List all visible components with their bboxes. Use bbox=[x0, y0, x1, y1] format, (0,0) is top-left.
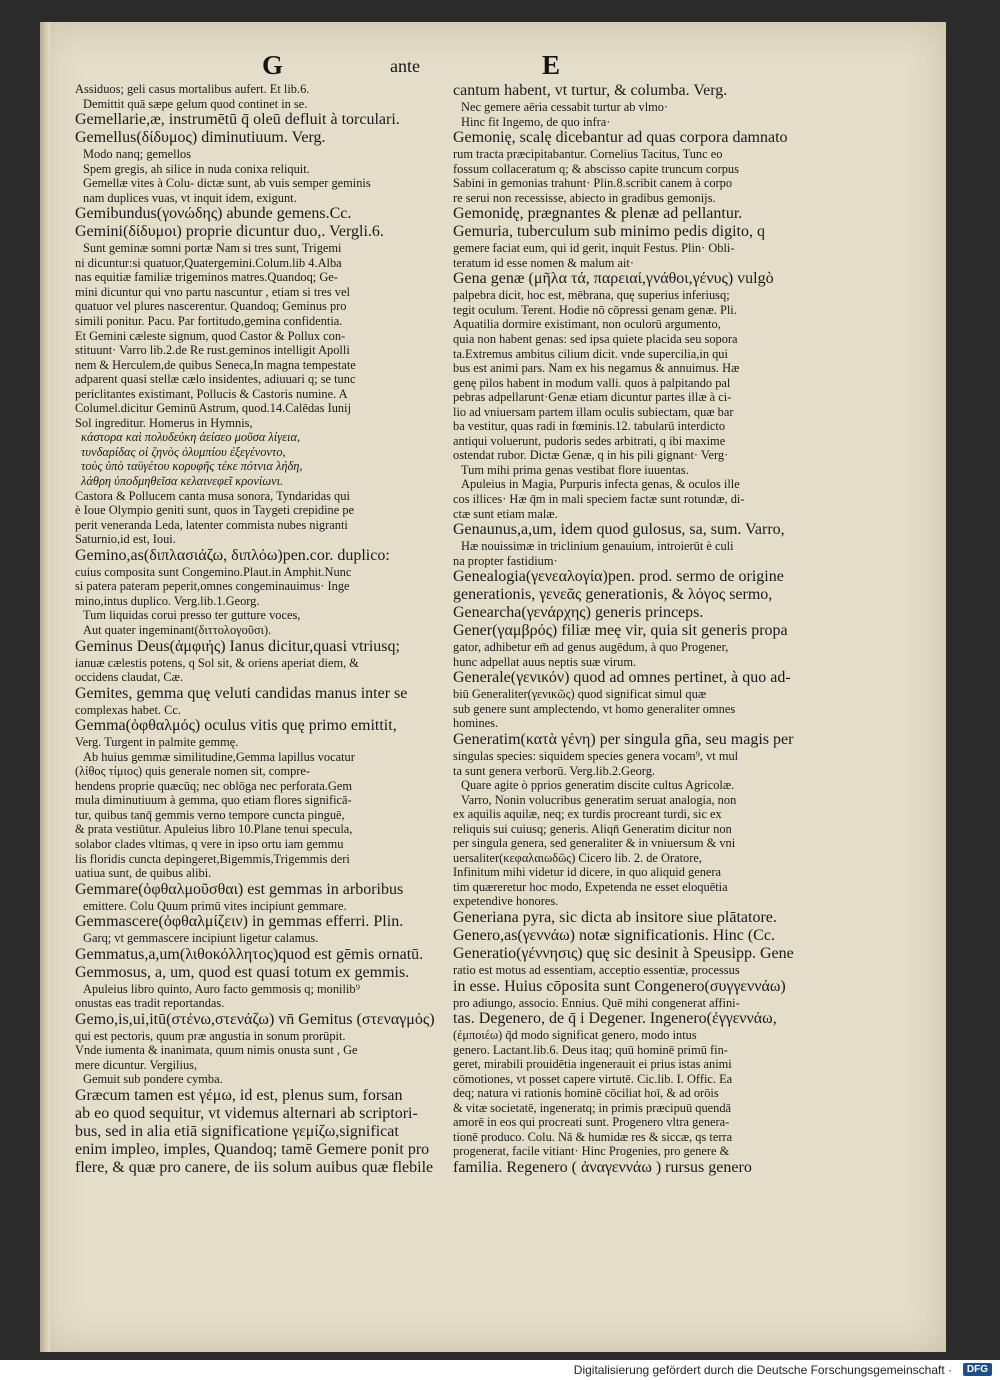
text-line: amorē in eos qui procreati sunt. Progenero vltra genera- bbox=[453, 1115, 730, 1130]
text-line: Sabini in gemonias trahunt· Plin.8.scribit canem à corpo bbox=[453, 176, 733, 191]
text-line: Varro, Nonin volucribus generatim seruat analogia, non bbox=[461, 792, 737, 807]
page-binding-shadow bbox=[40, 22, 50, 1352]
text-line: quia non habent genas: sed ipsa quiete placida seu sopora bbox=[453, 332, 738, 347]
entry-headword-line: Gemmascere(ὀφθαλμίζειν) in gemmas efferri. Plin. bbox=[75, 913, 404, 931]
text-line: Gemellæ vites à Colu- dictæ sunt, ab vuis semper geminis bbox=[83, 176, 371, 191]
text-line: Hæ nouissimæ in triclinium genauium, introierūt è culi bbox=[461, 539, 734, 554]
text-line: simili ponitur. Pacu. Par fortitudo,gemina confidentia. bbox=[75, 314, 343, 329]
text-line: quatuor vel plures nascerentur. Quandoq; Geminus pro bbox=[75, 299, 347, 314]
text-line: Tum liquidas corui presso ter gutture voces, bbox=[83, 608, 301, 623]
text-line: gator, adhibetur em̄ ad genus augēdum, à quo Progener, bbox=[453, 640, 729, 655]
text-line: stituunt· Varro lib.2.de Re rust.geminos intelligit Apolli bbox=[75, 343, 350, 358]
text-line: ta.Extremus ambitus cilium dicit. vnde supercilia,in qui bbox=[453, 346, 728, 361]
text-line: geret, mirabili prouidētia ingenerauit ei prius istas animi bbox=[453, 1057, 732, 1072]
entry-headword-line: Gener(γαμβρός) filiæ meę vir, quia sit generis propa bbox=[453, 622, 788, 640]
text-line: uersaliter(κεφαλαιωδῶς) Cicero lib. 2. de Oratore, bbox=[453, 850, 702, 865]
text-line: reliquis sui cuiusq; generis. Aliqn̄ Generatim dicitur non bbox=[453, 821, 732, 836]
text-line: bus est animi pars. Nam ex his negamus & annuimus. Hæ bbox=[453, 361, 740, 376]
text-line: Modo nanq; gemellos bbox=[83, 147, 192, 162]
entry-headword-line: Gemuria, tuberculum sub minimo pedis digito, q bbox=[453, 223, 765, 241]
text-line: perit veneranda Leda, latenter commista nubes nigranti bbox=[75, 517, 348, 532]
text-line: gemere faciat eum, qui id gerit, inquit Festus. Plin· Obli- bbox=[453, 241, 735, 256]
text-line: tim quæreretur hoc modo, Expetenda ne esset eloquētia bbox=[453, 879, 728, 894]
entry-headword-line: Gemmare(ὀφθαλμοῦσθαι) est gemmas in arboribus bbox=[75, 880, 404, 898]
entry-headword-line: Genearcha(γενάρχης) generis princeps. bbox=[453, 604, 704, 622]
text-line: ni dicuntur:si quatuor,Quatergemini.Colum.lib 4.Alba bbox=[75, 255, 342, 270]
text-line: solabor clades vltimas, q vere in ipso ortu iam gemmu bbox=[75, 836, 344, 851]
text-line: ctæ sunt etiam malæ. bbox=[453, 506, 558, 521]
entry-headword-line: Gemibundus(γονώδης) abunde gemens.Cc. bbox=[75, 205, 352, 223]
text-line: Quare agite ò pprios generatim discite cultus Agricolæ. bbox=[461, 778, 735, 793]
entry-headword-line: flere, & quæ pro canere, de iis solum auibus quæ flebile bbox=[75, 1158, 434, 1176]
text-line: rum tracta præcipitabantur. Cornelius Tacitus, Tunc eo bbox=[453, 147, 723, 162]
text-line: mula diminutiuum à gemma, quo etiam flores significā- bbox=[75, 793, 352, 808]
text-line: Demittit quā sæpe gelum quod continet in se. bbox=[83, 96, 308, 111]
entry-headword-line: familia. Regenero ( ἀναγεννάω ) rursus genero bbox=[453, 1158, 752, 1176]
text-line: mino,intus duplico. Verg.lib.1.Georg. bbox=[75, 593, 260, 608]
text-line: deq; natura vi rationis hominē cōciliat hoī, & ad orōis bbox=[453, 1086, 719, 1101]
left-column bbox=[75, 82, 447, 1177]
text-line: è Ioue Olympio geniti sunt, quos in Taygeti crepidine pe bbox=[75, 503, 355, 518]
entry-headword-line: Gemmatus,a,um(λιθοκόλλητος)quod est gēmis ornatū. bbox=[75, 945, 424, 963]
text-line: Assiduos; geli casus mortalibus aufert. Et lib.6. bbox=[75, 82, 310, 96]
text-line: periclitantes existimant, Pollucis & Castoris numine. A bbox=[75, 386, 348, 401]
entry-headword-line: Generatio(γέννησις) quę sic desinit à Speusipp. Gene bbox=[453, 944, 794, 962]
text-line: nam duplices vuas, vt inquit idem, exigunt. bbox=[83, 190, 297, 205]
entry-headword-line: Gemini(δίδυμοι) proprie dicuntur duo,. Vergli.6. bbox=[75, 223, 384, 241]
text-line: tur, quibus tanq̄ gemmis verno tempore cuncta pinguē, bbox=[75, 807, 345, 822]
text-line: ba vestitur, quas radi in fœminis.12. tabularū interdicto bbox=[453, 419, 726, 434]
entry-headword-line: Gena genæ (μῆλα τά, παρειαί,γνάθοι,γένυς) vulgò bbox=[453, 270, 774, 288]
text-line: Sol ingreditur. Homerus in Hymnis, bbox=[75, 415, 253, 430]
text-line: uatiua sunt, de quibus alibi. bbox=[75, 866, 212, 881]
text-line: onustas eas tradit reportandas. bbox=[75, 996, 225, 1011]
text-line: pro adiungo, associo. Ennius. Quē mihi congenerat affini- bbox=[453, 995, 740, 1010]
entry-headword-line: Generatim(κατὰ γένη) per singula gn̄a, seu magis per bbox=[453, 730, 794, 748]
text-line: τυνδαρίδας οἱ ζηνὸς ὀλυμπίου ἐξεγένοντο, bbox=[81, 444, 286, 459]
entry-headword-line: bus, sed in alia etiā significatione γεμίζω,significat bbox=[75, 1122, 399, 1140]
entry-headword-line: ab eo quod sequitur, vt videmus alternari ab scriptori- bbox=[75, 1104, 418, 1122]
text-line: cōmotiones, vt posset capere virtutē. Cic.lib. I. Offic. Ea bbox=[453, 1071, 733, 1086]
text-line: complexas habet. Cc. bbox=[75, 702, 181, 717]
text-line: na propter fastidium· bbox=[453, 553, 558, 568]
text-line: tegit oculum. Terent. Hodie nō cōpressi genam genæ. Pli. bbox=[453, 302, 737, 317]
text-line: pebras adpellarunt·Genæ etiam dicuntur partes illæ à ci- bbox=[453, 390, 732, 405]
text-line: genę pilos habent in modum valli. quos à palpitando pal bbox=[453, 375, 731, 390]
text-line: si patera pateram peperit,omnes congeminauimus· Inge bbox=[75, 579, 350, 594]
text-line: cuius composita sunt Congemino.Plaut.in Amphit.Nunc bbox=[75, 564, 352, 579]
entry-headword-line: enim impleo, imples, Quandoq; tamē Gemere ponit pro bbox=[75, 1140, 430, 1158]
text-line: Et Gemini cæleste signum, quod Castor & Pollux con- bbox=[75, 328, 346, 343]
text-line: hendens proprie quæcūq; nec oblōga nec perforata.Gem bbox=[75, 778, 352, 793]
text-line: Apuleius libro quinto, Auro facto gemmosis q; monilib⁹ bbox=[83, 981, 360, 996]
text-line: lio ad vniuersam partem illam oculis subiectam, quæ bar bbox=[453, 404, 734, 419]
text-line: Castora & Pollucem canta musa sonora, Tyndaridas qui bbox=[75, 488, 350, 503]
entry-headword-line: Genaunus,a,um, idem quod gulosus, sa, sum. Varro, bbox=[453, 521, 785, 539]
entry-headword-line: cantum habent, vt turtur, & columba. Verg. bbox=[453, 82, 728, 99]
text-line: Sunt geminæ somni portæ Nam si tres sunt, Trigemi bbox=[83, 241, 342, 256]
text-line: ta sunt genera verborū. Verg.lib.2.Georg. bbox=[453, 763, 655, 778]
text-line: Aut quater ingeminant(διττολογοῦσι). bbox=[83, 622, 272, 637]
entry-headword-line: Gemo,is,ui,itū(στένω,στενάζω) vn̄ Gemitus (στεναγμός) bbox=[75, 1010, 435, 1028]
entry-headword-line: Generale(γενικόν) quod ad omnes pertinet, à quo ad- bbox=[453, 669, 791, 687]
footer-bar bbox=[0, 1360, 1000, 1380]
right-column bbox=[453, 82, 833, 1177]
text-line: mere dicuntur. Vergilius, bbox=[75, 1057, 198, 1072]
entry-headword-line: Gemma(ὀφθαλμός) oculus vitis quę primo emittit, bbox=[75, 717, 397, 735]
dfg-logo: DFG bbox=[963, 1363, 992, 1376]
text-line: & vitæ societatē, ingeneratq; in primis præcipuū quendā bbox=[453, 1100, 732, 1115]
entry-headword-line: Gemino,as(διπλασιάζω, διπλόω)pen.cor. duplico: bbox=[75, 546, 390, 564]
text-line: nas equitiæ familiæ trigeminos matres.Quandoq; Ge- bbox=[75, 270, 338, 285]
header-letter-right: E bbox=[542, 50, 561, 80]
text-line: genero. Lactant.lib.6. Deus itaq; quū hominē primū fin- bbox=[453, 1042, 728, 1057]
text-line: ianuæ cælestis potens, q Sol sit, & oriens aperiat diem, & bbox=[75, 655, 359, 670]
text-line: teratum id esse nomen & malum ait· bbox=[453, 255, 634, 270]
text-line: κάστορα καὶ πολυδεύκη ἀείσεο μοῦσα λίγεια, bbox=[81, 430, 301, 445]
text-line: cos illices· Hæ q̄m in mali speciem factæ sunt rotundæ, di- bbox=[453, 492, 745, 507]
text-line: λάθρη ὑποδμηθεῖσα κελαινεφεῖ κρονίωνι. bbox=[81, 474, 284, 489]
text-line: tionē produco. Colu. Nā & humidæ res & siccæ, qs terra bbox=[453, 1129, 733, 1144]
header-letter-left: G bbox=[262, 50, 284, 80]
text-line: Aquatilia dormire existimant, non oculorū argumento, bbox=[453, 317, 721, 332]
text-line: Verg. Turgent in palmite gemmę. bbox=[75, 735, 239, 750]
entry-headword-line: Gemmosus, a, um, quod est quasi totum ex gemmis. bbox=[75, 963, 410, 981]
text-line: expetendive honores. bbox=[453, 894, 559, 909]
text-line: (ἐμποιέω) q̄d modo significat genero, modo intus bbox=[453, 1028, 697, 1043]
text-line: homines. bbox=[453, 716, 499, 731]
text-line: re serui non recessisse, abiecto in gradibus gemonijs. bbox=[453, 190, 716, 205]
text-line: Hinc fit Ingemo, de quo infra· bbox=[461, 114, 611, 129]
entry-headword-line: generationis, γενεᾶς generationis, & λόγος sermo, bbox=[453, 586, 773, 604]
text-line: Apuleius in Magia, Purpuris infecta genas, & oculos ille bbox=[461, 477, 740, 492]
text-line: biū Generaliter(γενικῶς) quod significat simul quæ bbox=[453, 687, 707, 702]
entry-headword-line: Gemonidę, prægnantes & plenæ ad pellantur. bbox=[453, 205, 743, 223]
entry-headword-line: Gemellarie,æ, instrumētū q̄ oleū defluit à torculari. bbox=[75, 111, 400, 129]
entry-headword-line: Gemonię, scalę dicebantur ad quas corpora damnato bbox=[453, 129, 788, 147]
text-line: & prata vestiūtur. Apuleius libro 10.Plane tenui specula, bbox=[75, 822, 353, 837]
text-line: mini dicuntur qui vno partu nascuntur , etiam si tres vel bbox=[75, 284, 350, 299]
text-line: qui est pectoris, quum præ angustia in sonum prorūpit. bbox=[75, 1028, 346, 1043]
text-line: Columel.dicitur Geminū Astrum, quod.14.Calēdas Iunij bbox=[75, 401, 352, 416]
text-line: occidens claudat, Cæ. bbox=[75, 670, 184, 685]
text-line: ostendat rubor. Dictæ Genæ, q in his pili gignant· Verg· bbox=[453, 448, 729, 463]
text-line: Ab huius gemmæ similitudine,Gemma lapillus vocatur bbox=[83, 749, 355, 764]
entry-headword-line: Genealogia(γενεαλογία)pen. prod. sermo de origine bbox=[453, 568, 784, 586]
text-line: sub genere sunt amplectendo, vt homo generaliter omnes bbox=[453, 701, 736, 716]
text-line: nem & Herculem,de quibus Seneca,In magna tempestate bbox=[75, 357, 356, 372]
text-line: Infinitum mihi videtur id dicere, in quo aliquid genera bbox=[453, 865, 722, 880]
text-line: Saturnio,id est, Ioui. bbox=[75, 532, 176, 547]
entry-headword-line: Gemellus(δίδυμος) diminutiuum. Verg. bbox=[75, 129, 326, 147]
entry-headword-line: Græcum tamen est γέμω, id est, plenus sum, forsan bbox=[75, 1086, 403, 1104]
entry-headword-line: Gemites, gemma quę veluti candidas manus inter se bbox=[75, 684, 408, 702]
text-line: Nec gemere aëria cessabit turtur ab vlmo· bbox=[461, 100, 669, 114]
entry-headword-line: Geminus Deus(ἀμφιής) Ianus dicitur,quasi vtriusq; bbox=[75, 637, 400, 655]
entry-headword-line: Genero,as(γεννάω) notæ significationis. Hinc (Cc. bbox=[453, 926, 775, 944]
text-line: Gemuit sub pondere cymba. bbox=[83, 1072, 223, 1087]
text-line: Vnde iumenta & inanimata, quum nimis onusta sunt , Ge bbox=[75, 1043, 358, 1058]
text-line: Tum mihi prima genas vestibat flore iuuentas. bbox=[461, 462, 689, 477]
text-line: ratio est motus ad essentiam, acceptio essentiæ, processus bbox=[453, 962, 740, 977]
text-line: adparent quasi stellæ cælo insidentes, adiuuari q; se tunc bbox=[75, 372, 356, 387]
header-middle-word: ante bbox=[390, 56, 420, 76]
entry-headword-line: tas. Degenero, de q̄ i Degener. Ingenero(ἐγγεννάω, bbox=[453, 1010, 777, 1028]
footer-credit: Digitalisierung gefördert durch die Deutsche Forschungsgemeinschaft · bbox=[573, 1363, 952, 1377]
text-line: τοὺς ὑπὸ ταϋγέτου κορυφῆς τέκε πότνια λήδη, bbox=[81, 459, 303, 474]
text-line: singulas species: siquidem species genera vocam⁹, vt mul bbox=[453, 748, 739, 763]
entry-headword-line: in esse. Huius cōposita sunt Congenero(συγγεννάω) bbox=[453, 977, 786, 995]
text-line: hunc adpellat auus neptis suæ virum. bbox=[453, 654, 637, 669]
text-line: per singula genera, sed generaliter & in vniuersum & vni bbox=[453, 836, 736, 851]
text-line: lis floridis cuncta depingeret,Bigemmis,Trigemmis deri bbox=[75, 851, 350, 866]
text-line: fossum collaceratum q; & abscisso capite truncum corpus bbox=[453, 161, 739, 176]
text-line: antiqui voluerunt, pudoris sedes arbitrati, q ibi maxime bbox=[453, 433, 726, 448]
text-line: Garq; vt gemmascere incipiunt ligetur calamus. bbox=[83, 931, 319, 946]
entry-headword-line: Generiana pyra, sic dicta ab insitore siue plātatore. bbox=[453, 908, 777, 926]
text-line: palpebra dicit, hoc est, mēbrana, quę superius inferiusq; bbox=[453, 288, 730, 303]
text-line: Spem gregis, ah silice in nuda conixa reliquit. bbox=[83, 161, 310, 176]
text-line: progenerat, facile vitiant· Hinc Progenies, pro genere & bbox=[453, 1144, 730, 1159]
text-line: emittere. Colu Quum primū vites incipiunt gemmare. bbox=[83, 898, 347, 913]
text-line: (λίθος τίμιος) quis generale nomen sit, compre- bbox=[75, 764, 311, 779]
text-line: ex aquilis aquilæ, neq; ex turdis procreant turdi, sic ex bbox=[453, 807, 722, 822]
